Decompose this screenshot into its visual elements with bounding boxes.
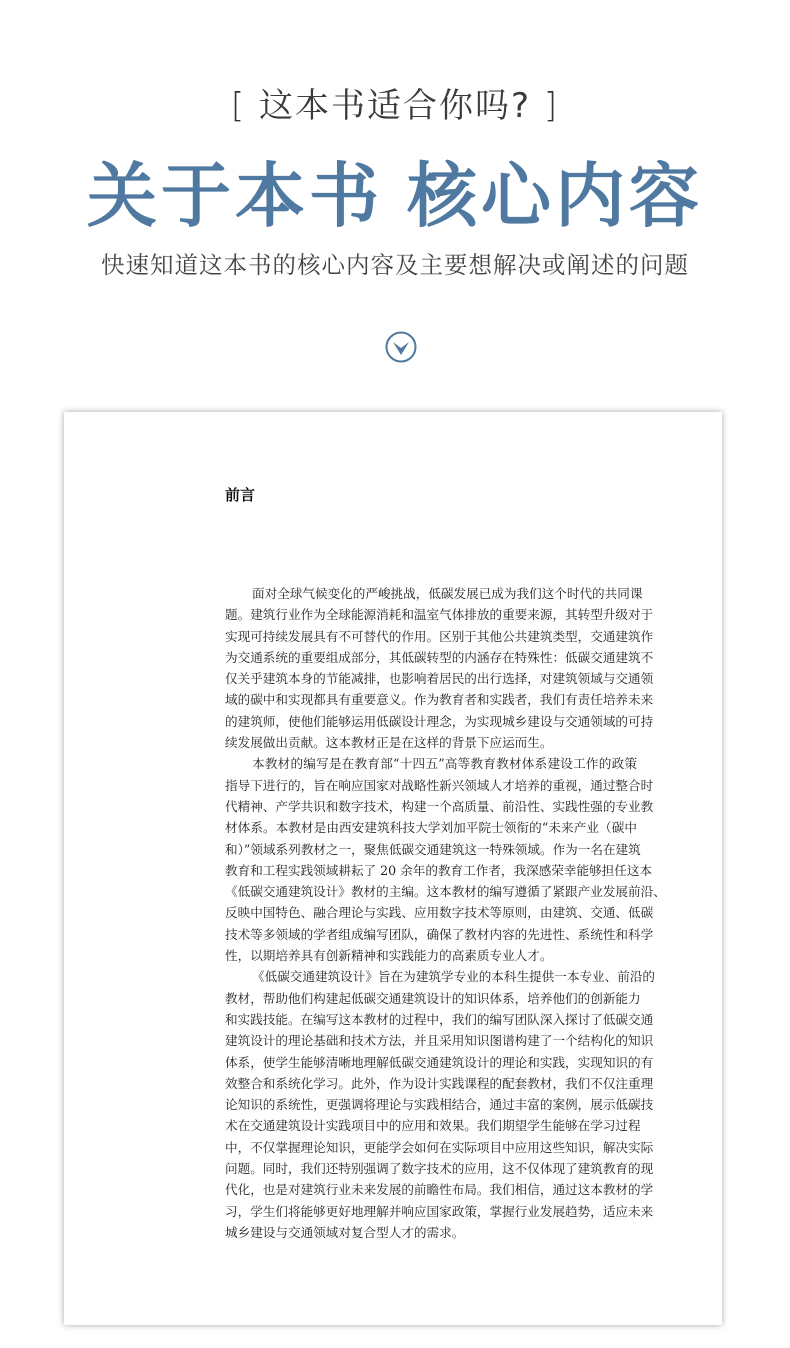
kicker-bracket-open: [: [230, 86, 247, 126]
preface-line: 域的碳中和实现都具有重要意义。作为教育者和实践者，我们有责任培养未来: [225, 692, 654, 708]
preface-line: 和）”领域系列教材之一，聚焦低碳交通建筑这一特殊领域。作为一名在建筑: [225, 841, 641, 857]
title-part-1: 关于本书: [87, 154, 383, 237]
preface-line: 习，学生们将能够更好地理解并响应国家政策，掌握行业发展趋势，适应未来: [225, 1203, 654, 1219]
preface-line: 技术等多领域的学者组成编写团队，确保了教材内容的先进性、系统性和科学: [225, 926, 654, 942]
kicker-bracket-close: ]: [543, 86, 560, 126]
preface-line: 为交通系统的重要组成部分，其低碳转型的内涵存在特殊性：低碳交通建筑不: [225, 649, 654, 665]
preface-line: 题。建筑行业作为全球能源消耗和温室气体排放的重要来源，其转型升级对于: [225, 607, 654, 623]
preface-line: 体系，使学生能够清晰地理解低碳交通建筑设计的理论和实践，实现知识的有: [225, 1054, 654, 1070]
preface-line: 仅关乎建筑本身的节能减排，也影响着居民的出行选择，对建筑领域与交通领: [225, 671, 654, 687]
subtitle: 快速知道这本书的核心内容及主要想解决或阐述的问题: [101, 251, 689, 279]
page-title: [0, 140, 790, 241]
preface-line: 代精神、产学共识和数字技术，构建一个高质量、前沿性、实践性强的专业教: [225, 798, 654, 814]
book-page-preview: [64, 412, 722, 1325]
chevron-down-circle-icon: [385, 331, 417, 363]
preface-line: 性，以期培养具有创新精神和实践能力的高素质专业人才。: [225, 948, 553, 964]
preface-line: 教育和工程实践领域耕耘了 20 余年的教育工作者，我深感荣幸能够担任这本: [225, 862, 653, 878]
preface-line: 术在交通建筑设计实践项目中的应用和效果。我们期望学生能够在学习过程: [225, 1118, 641, 1134]
preface-line: 实现可持续发展具有不可替代的作用。区别于其他公共建筑类型，交通建筑作: [225, 628, 654, 644]
preface-heading: 前言: [225, 486, 256, 504]
preface-line: 材体系。本教材是由西安建筑科技大学刘加平院士领衔的“未来产业（碳中: [225, 820, 637, 836]
preface-line: 论知识的系统性，更强调将理论与实践相结合，通过丰富的案例，展示低碳技: [225, 1097, 654, 1113]
preface-line: 《低碳交通建筑设计》教材的主编。这本教材的编写遵循了紧跟产业发展前沿、: [225, 884, 666, 900]
preface-line: 面对全球气候变化的严峻挑战，低碳发展已成为我们这个时代的共同课: [252, 586, 643, 601]
preface-line: 效整合和系统化学习。此外，作为设计实践课程的配套教材，我们不仅注重理: [225, 1075, 654, 1091]
preface-line: 和实践技能。在编写这本教材的过程中，我们的编写团队深入探讨了低碳交通: [225, 1011, 654, 1027]
preface-line: 教材，帮助他们构建起低碳交通建筑设计的知识体系，培养他们的创新能力: [225, 990, 641, 1006]
section-kicker: [0, 78, 790, 127]
preface-line: 《低碳交通建筑设计》旨在为建筑学专业的本科生提供一本专业、前沿的: [252, 969, 655, 985]
preface-body: [225, 583, 666, 1243]
preface-line: 城乡建设与交通领域对复合型人才的需求。: [225, 1224, 465, 1240]
preface-line: 指导下进行的，旨在响应国家对战略性新兴领域人才培养的重视，通过整合时: [225, 777, 654, 793]
preface-line: 的建筑师，使他们能够运用低碳设计理念，为实现城乡建设与交通领域的可持: [225, 713, 654, 729]
preface-line: 续发展做出贡献。这本教材正是在这样的背景下应运而生。: [225, 735, 553, 751]
title-part-2: 核心内容: [407, 154, 703, 237]
preface-line: 建筑设计的理论基础和技术方法，并且采用知识图谱构建了一个结构化的知识: [225, 1033, 654, 1049]
preface-line: 中，不仅掌握理论知识，更能学会如何在实际项目中应用这些知识，解决实际: [225, 1139, 654, 1155]
kicker-text: 这本书适合你吗?: [258, 86, 532, 126]
preface-line: 本教材的编写是在教育部“十四五”高等教育教材体系建设工作的政策: [252, 756, 637, 772]
preface-line: 反映中国特色、融合理论与实践、应用数字技术等原则，由建筑、交通、低碳: [225, 905, 654, 921]
preface-line: 问题。同时，我们还特别强调了数字技术的应用，这不仅体现了建筑教育的现: [225, 1161, 654, 1177]
preface-line: 代化，也是对建筑行业未来发展的前瞻性布局。我们相信，通过这本教材的学: [225, 1182, 654, 1198]
